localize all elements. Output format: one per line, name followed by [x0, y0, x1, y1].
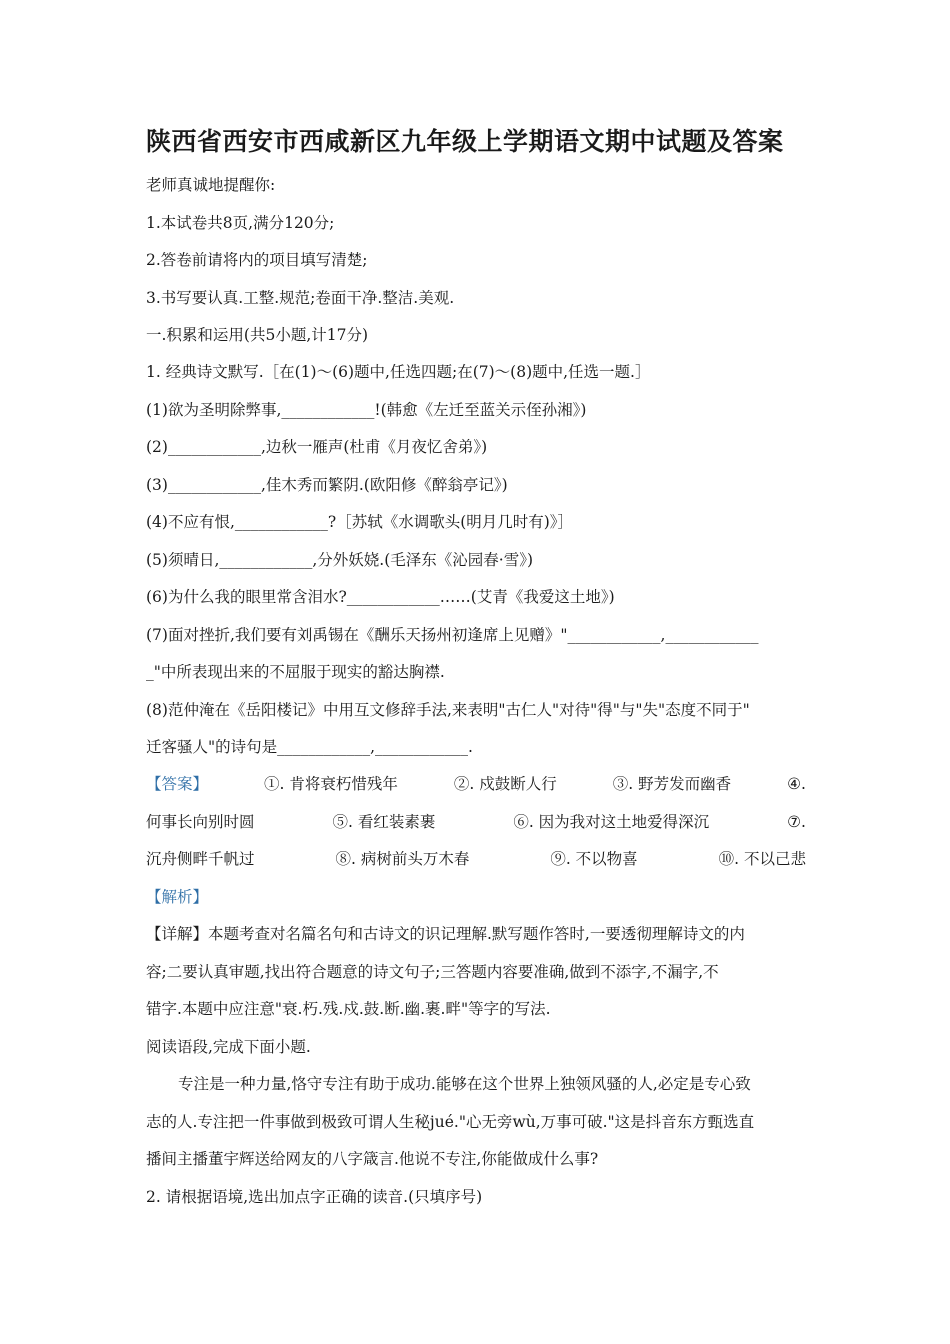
answer-item: ④. [787, 775, 806, 793]
section-heading: 一.积累和运用(共5小题,计17分) [146, 326, 369, 344]
analysis-line: 容;二要认真审题,找出符合题意的诗文句子;三答题内容要准确,做到不添字,不漏字,不 [146, 963, 719, 981]
intro-line: 2.答卷前请将内的项目填写清楚; [146, 251, 368, 269]
passage-line: 专注是一种力量,恪守专注有助于成功.能够在这个世界上独领风骚的人,必定是专心致 [178, 1075, 751, 1093]
analysis-line: 错字.本题中应注意"衰.朽.残.戍.鼓.断.幽.裹.畔"等字的写法. [146, 1000, 551, 1018]
answer-item: ⑧. 病树前头万木春 [335, 850, 470, 868]
intro-line: 3.书写要认真.工整.规范;卷面干净.整洁.美观. [146, 289, 455, 307]
answer-item: ⑦. [787, 813, 806, 831]
question-item: (3)____________,佳木秀而繁阴.(欧阳修《醉翁亭记》) [146, 476, 508, 494]
question-stem: 2. 请根据语境,选出加点字正确的读音.(只填序号) [146, 1188, 483, 1206]
answer-item: ⑩. 不以己悲 [718, 850, 806, 868]
question-item: 迁客骚人"的诗句是____________,____________. [146, 738, 473, 756]
answer-row [146, 811, 806, 833]
answer-item: 何事长向别时圆 [146, 813, 255, 831]
reading-prompt: 阅读语段,完成下面小题. [146, 1038, 311, 1056]
answer-row [146, 773, 806, 795]
passage-line: 播间主播董宇辉送给网友的八字箴言.他说不专注,你能做成什么事? [146, 1150, 599, 1168]
analysis-line: 【详解】本题考查对名篇名句和古诗文的识记理解.默写题作答时,一要透彻理解诗文的内 [146, 925, 745, 943]
intro-line: 1.本试卷共8页,满分120分; [146, 214, 335, 232]
question-item: (8)范仲淹在《岳阳楼记》中用互文修辞手法,来表明"古仁人"对待"得"与"失"态度不同于" [146, 701, 750, 719]
question-stem: 1. 经典诗文默写.［在(1)～(6)题中,任选四题;在(7)～(8)题中,任选一题.］ [146, 363, 651, 381]
analysis-label: 【解析】 [146, 888, 209, 906]
answer-item: ⑤. 看红装素裹 [332, 813, 436, 831]
intro-line: 老师真诚地提醒你: [146, 176, 276, 194]
question-item: (1)欲为圣明除弊事,____________!(韩愈《左迁至蓝关示侄孙湘》) [146, 401, 587, 419]
question-item: (5)须晴日,____________,分外妖娆.(毛泽东《沁园春·雪》) [146, 551, 534, 569]
question-item: (4)不应有恨,____________?［苏轼《水调歌头(明月几时有)》］ [146, 513, 574, 531]
answer-row [146, 848, 806, 870]
question-item: (2)____________,边秋一雁声(杜甫《月夜忆舍弟》) [146, 438, 488, 456]
answer-item: 沉舟侧畔千帆过 [146, 850, 255, 868]
page-title: 陕西省西安市西咸新区九年级上学期语文期中试题及答案 [146, 127, 784, 156]
answer-item: ③. 野芳发而幽香 [612, 775, 732, 793]
answer-item: ⑨. 不以物喜 [550, 850, 638, 868]
answer-item: ⑥. 因为我对这土地爱得深沉 [513, 813, 710, 831]
answer-item: ②. 戍鼓断人行 [453, 775, 557, 793]
answer-label: 【答案】 [146, 775, 209, 793]
question-item: (6)为什么我的眼里常含泪水?____________……(艾青《我爱这土地》) [146, 588, 615, 606]
question-item: (7)面对挫折,我们要有刘禹锡在《酬乐天扬州初逢席上见赠》"____________,____________ [146, 626, 759, 644]
question-item: _"中所表现出来的不屈服于现实的豁达胸襟. [146, 663, 445, 681]
passage-line: 志的人.专注把一件事做到极致可谓人生秘jué."心无旁wù,万事可破."这是抖音东方甄选直 [146, 1113, 755, 1131]
answer-item: ①. 肯将衰朽惜残年 [264, 775, 398, 793]
